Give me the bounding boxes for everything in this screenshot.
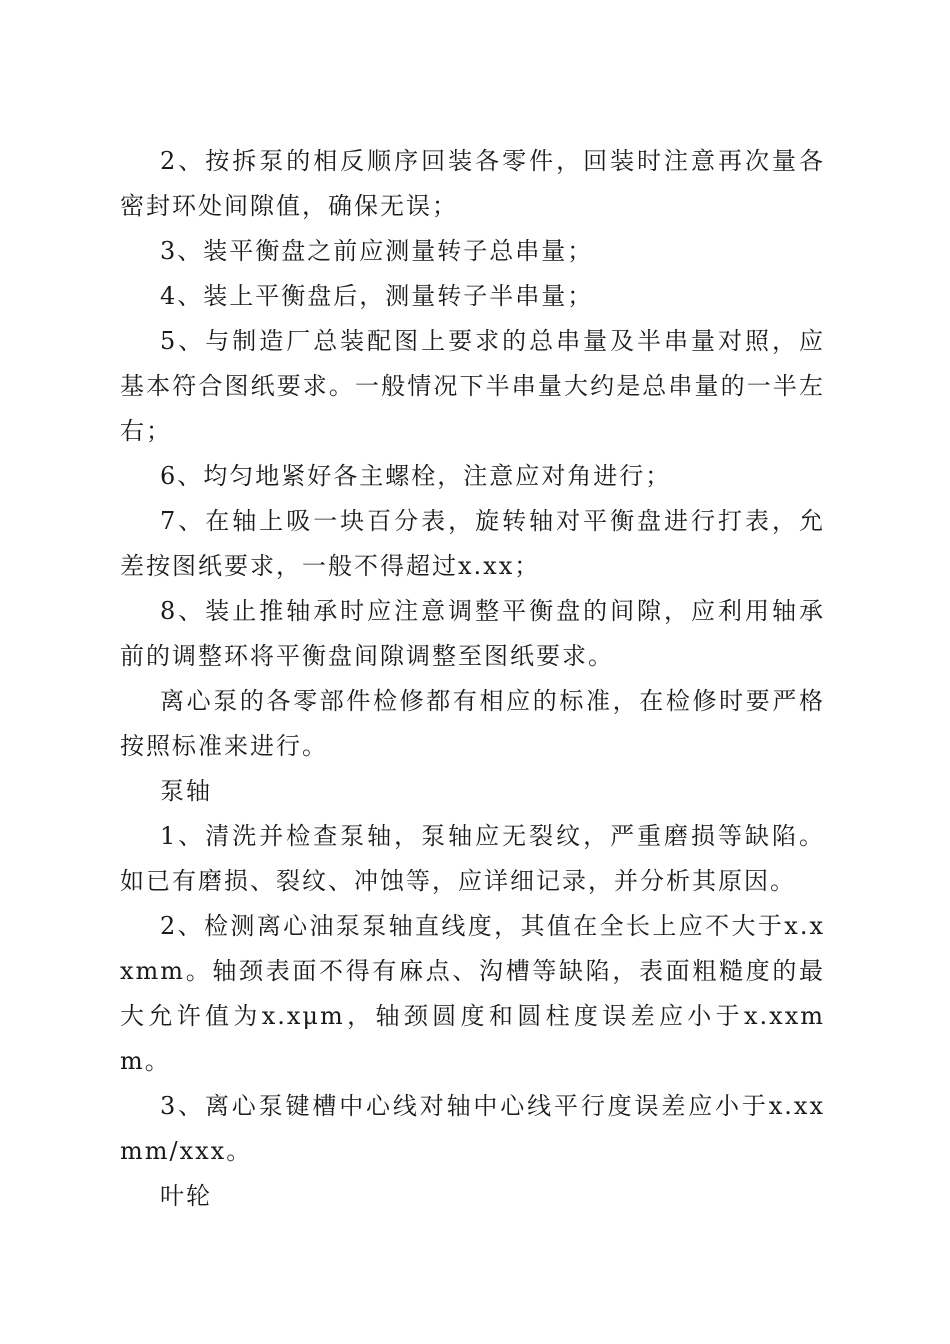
paragraph-reassembly-step-4: 4、装上平衡盘后，测量转子半串量； — [160, 282, 594, 310]
paragraph-shaft-step-2: 2、检测离心油泵泵轴直线度，其值在全长上应不大于x.xxmm。轴颈表面不得有麻点、沟槽等缺陷，表面粗糙度的最大允许值为x.xμm，轴颈圆度和圆柱度误差应小于x.xxmm。 — [120, 912, 825, 1075]
paragraph-standards-intro: 离心泵的各零部件检修都有相应的标准，在检修时要严格按照标准来进行。 — [120, 687, 825, 760]
paragraph-reassembly-step-6: 6、均匀地紧好各主螺栓，注意应对角进行； — [160, 462, 672, 490]
paragraph-shaft-step-3: 3、离心泵键槽中心线对轴中心线平行度误差应小于x.xxmm/xxx。 — [120, 1092, 825, 1165]
section-heading-impeller: 叶轮 — [160, 1182, 212, 1210]
document-body — [120, 139, 825, 1219]
paragraph-reassembly-step-8: 8、装止推轴承时应注意调整平衡盘的间隙，应利用轴承前的调整环将平衡盘间隙调整至图纸要求。 — [120, 597, 825, 670]
paragraph-reassembly-step-7: 7、在轴上吸一块百分表，旋转轴对平衡盘进行打表，允差按图纸要求，一般不得超过x.xx； — [120, 507, 825, 580]
paragraph-shaft-step-1: 1、清洗并检查泵轴，泵轴应无裂纹，严重磨损等缺陷。如已有磨损、裂纹、冲蚀等，应详细记录，并分析其原因。 — [120, 822, 825, 895]
paragraph-reassembly-step-3: 3、装平衡盘之前应测量转子总串量； — [160, 237, 594, 265]
section-heading-pump-shaft: 泵轴 — [160, 777, 212, 805]
paragraph-reassembly-step-2: 2、按拆泵的相反顺序回装各零件，回装时注意再次量各密封环处间隙值，确保无误； — [120, 147, 825, 220]
paragraph-reassembly-step-5: 5、与制造厂总装配图上要求的总串量及半串量对照，应基本符合图纸要求。一般情况下半串量大约是总串量的一半左右； — [120, 327, 825, 445]
